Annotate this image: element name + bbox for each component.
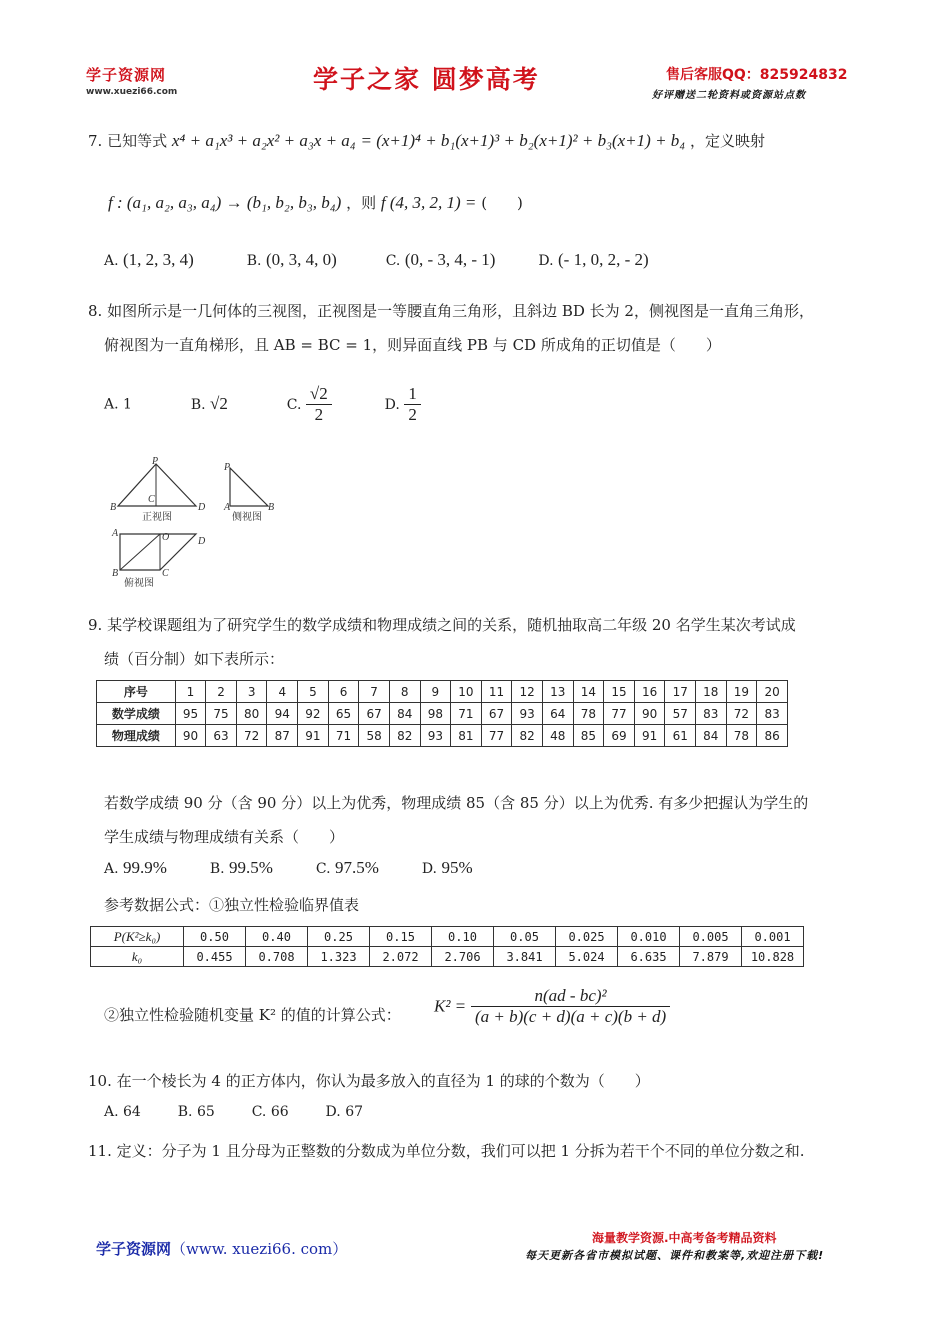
q8-options — [104, 384, 421, 425]
logo-url: www.xuezi66.com — [86, 87, 178, 97]
q8-three-views-figure — [108, 456, 278, 592]
q10-option-d: D. 67 — [325, 1104, 364, 1120]
q7-option-b: B. (0, 3, 4, 0) — [246, 250, 337, 269]
table-row-math: 数学成绩 95 75 80 94 92 65 67 84 98 71 67 93 64 78 77 90 57 83 72 83 — [97, 703, 788, 725]
formula-numerator: n(ad - bc)² — [534, 986, 607, 1005]
service-qq: 售后客服QQ：825924832 — [666, 67, 848, 83]
top-view-label: 俯视图 — [124, 578, 154, 589]
q7-eq-lhs: x⁴ + a₁x³ + a₂x² + a₃x + a₄ — [171, 131, 356, 150]
svg-text:O: O — [162, 532, 170, 543]
q8-line2: 俯视图为一直角梯形，且 AB = BC = 1，则异面直线 PB 与 CD 所成角的正切值是（ ） — [104, 336, 721, 354]
site-logo — [86, 64, 177, 97]
q9-line3: 若数学成绩 90 分（含 90 分）以上为优秀，物理成绩 85（含 85 分）以上为优秀. 有多少把握认为学生的 — [104, 794, 809, 812]
side-view — [223, 462, 274, 523]
q9-option-c: C. 97.5% — [315, 858, 379, 877]
top-view — [111, 528, 206, 589]
svg-text:D: D — [198, 536, 206, 547]
table-row-k: k₀ 0.455 0.708 1.323 2.072 2.706 3.841 5.024 6.635 7.879 10.828 — [91, 947, 804, 967]
q9-reference-title: 参考数据公式：①独立性检验临界值表 — [104, 896, 360, 914]
q9-option-a: A. 99.9% — [104, 858, 167, 877]
q9-line2: 绩（百分制）如下表所示： — [104, 650, 285, 668]
q8-option-c: C. $\frac{√2}{2}$ — [287, 397, 332, 413]
table-row-physics: 物理成绩 90 63 72 87 91 71 58 82 93 81 77 82 48 85 69 91 61 84 78 86 — [97, 725, 788, 747]
q8-option-b: B. √2 — [190, 393, 228, 413]
svg-text:B: B — [110, 502, 117, 513]
footer-site-name: 学子资源网 — [96, 1240, 172, 1258]
svg-text:C: C — [148, 494, 155, 505]
q7-options — [104, 250, 649, 270]
svg-text:A: A — [112, 528, 119, 539]
chi-square-formula: K² = $\frac{\text{n(ad - bc)²}}{(a + b)(c + d)(a + c)(b + d)}$ — [434, 986, 670, 1027]
q10-option-c: C. 66 — [251, 1104, 289, 1120]
q9-options — [104, 858, 473, 878]
q10-option-a: A. 64 — [104, 1104, 141, 1120]
header-promo: 好评赠送二轮资料或资源站点数 — [652, 90, 806, 101]
q7-mapping: f : (a₁, a₂, a₃, a₄) → (b₁, b₂, b₃, b₄) ，则 f (4, 3, 2, 1) = ( ) — [108, 193, 523, 212]
q8-option-d: D. $\frac{1}{2}$ — [385, 397, 421, 413]
table-row-ids: 序号 1 2 3 4 5 6 7 8 9 10 11 12 13 14 15 16 17 18 19 20 — [97, 681, 788, 703]
q7-option-c: C. (0, - 3, 4, - 1) — [385, 250, 496, 269]
q8-option-a: A. 1 — [104, 396, 132, 413]
q9-option-d: D. 95% — [421, 858, 473, 877]
footer-note: 每天更新各省市模拟试题、课件和教案等,欢迎注册下载! — [525, 1249, 825, 1262]
q7-option-d: D. (- 1, 0, 2, - 2) — [538, 250, 649, 269]
front-view — [110, 456, 206, 523]
q10-statement: 10. 在一个棱长为 4 的正方体内，你认为最多放入的直径为 1 的球的个数为（ ） — [88, 1072, 650, 1090]
q9-option-b: B. 99.5% — [209, 858, 273, 877]
side-view-label: 侧视图 — [232, 512, 262, 523]
svg-text:B: B — [112, 568, 119, 579]
svg-text:A: A — [224, 502, 231, 513]
svg-text:D: D — [198, 502, 206, 513]
q10-options — [104, 1104, 363, 1120]
formula-denominator: (a + b)(c + d)(a + c)(b + d) — [471, 1006, 670, 1027]
svg-text:P: P — [152, 456, 159, 467]
footer-slogan: 海量教学资源.中高考备考精品资料 — [592, 1231, 777, 1245]
q7-statement: 7. 已知等式 x⁴ + a₁x³ + a₂x² + a₃x + a₄ = (x+1)⁴ + b₁(x+1)³ + b₂(x+1)² + b₃(x+1) + b₄ ，定义映射 — [88, 131, 765, 150]
q7-eq-rhs: = (x+1)⁴ + b₁(x+1)³ + b₂(x+1)² + b₃(x+1) + b₄ — [360, 131, 686, 150]
logo-name: 学子资源网 — [86, 66, 167, 84]
q9-line4: 学生成绩与物理成绩有关系（ ） — [104, 828, 345, 846]
footer-site-url: （www. xuezi66. com） — [171, 1240, 348, 1258]
critical-value-table — [90, 926, 804, 967]
header-banner: 学子之家 圆梦高考 — [313, 65, 540, 94]
svg-text:B: B — [268, 502, 275, 513]
svg-text:C: C — [162, 568, 169, 579]
footer-site — [96, 1238, 347, 1259]
svg-text:P: P — [224, 462, 231, 473]
q7-option-a: A. (1, 2, 3, 4) — [104, 250, 194, 269]
front-view-label: 正视图 — [142, 512, 172, 523]
q10-option-b: B. 65 — [177, 1104, 215, 1120]
q8-line1: 8. 如图所示是一几何体的三视图，正视图是一等腰直角三角形，且斜边 BD 长为 2，侧视图是一直角三角形， — [88, 302, 814, 320]
q9-formula-text: ②独立性检验随机变量 K² 的值的计算公式： — [104, 1006, 401, 1024]
q11-statement: 11. 定义：分子为 1 且分母为正整数的分数成为单位分数，我们可以把 1 分拆为若干个不同的单位分数之和. — [88, 1142, 805, 1160]
table-row-p: P(K²≥k₀) 0.50 0.40 0.25 0.15 0.10 0.05 0.025 0.010 0.005 0.001 — [91, 927, 804, 947]
score-table — [96, 680, 788, 747]
q9-line1: 9. 某学校课题组为了研究学生的数学成绩和物理成绩之间的关系，随机抽取高二年级 20 名学生某次考试成 — [88, 616, 796, 634]
